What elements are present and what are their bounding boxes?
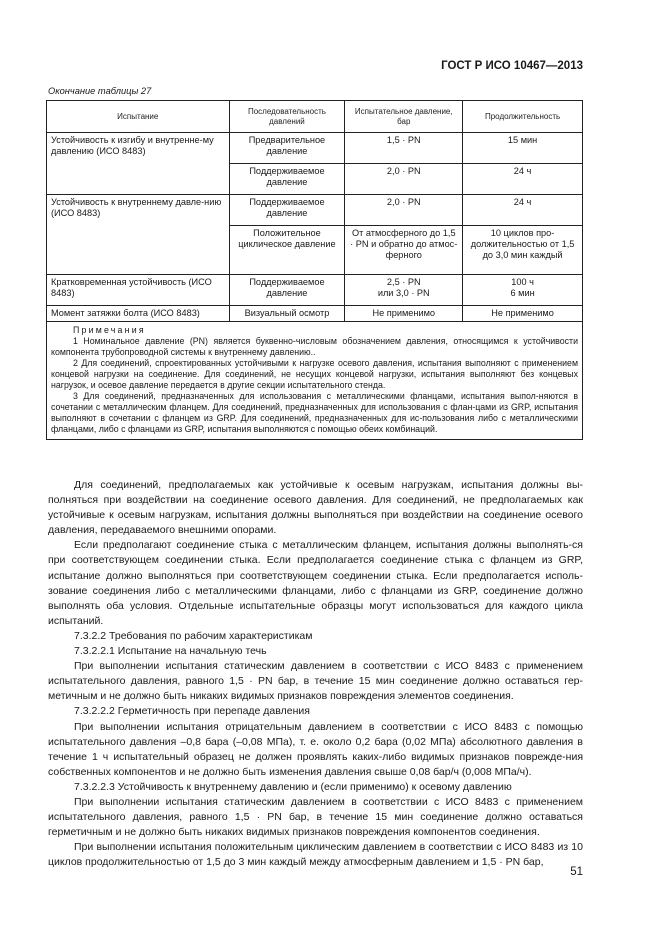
column-header-pressure: Испытательное давление, бар [345,101,463,133]
duration-cell: 10 циклов про-должительностью от 1,5 до 3,0 мин каждый [463,226,583,275]
subsection-heading: 7.3.2.2.3 Устойчивость к внутреннему давлению и (если применимо) к осевому давлению [74,780,512,793]
sequence-cell: Предварительное давление [229,133,345,164]
table-notes [47,322,583,440]
paragraph: Если предполагают соединение стыка с металлическим фланцем, испытания должны выполнять-ся при соответствующем соединении стыка. Если предполагается соединение стыка с фланцем из GRP, испытание должно выполняться при соответствующем соединении стыка. Если предполагается исполь-зование соединения либо с металлическими фланцами, либо с фланцами из GRP, соединение должно выполнять оба условия. Отдельные испытательные образцы могут использоваться для каждого цикла испытаний. [48,539,583,627]
note-3: 3 Для соединений, предназначенных для использования с металлическими фланцами, испытания выпол-няются в сочетании с металлическим фланцем. Для соединений, предназначенных для использования с флан-цами из GRP, испытания выполняют в сочетании с фланцем из GRP. Для соединений, предназначенных для ис-пользования либо с металлическими фланцами, либо с фланцами из GRP, испытания выполняются с помощью обеих комбинаций. [51,391,578,434]
test-name-cell: Устойчивость к изгибу и внутренне-му давлению (ИСО 8483) [47,133,230,195]
paragraph: Для соединений, предполагаемых как устойчивые к осевым нагрузкам, испытания должны вы-полняться при воздействии на соединение осевого давления. Для соединений, не предполагаемых как устойчивые к осевым нагрузкам, испытания должны выполняться при воздействии на соединение осевого давления, передаваемого внешними опорами. [48,479,583,537]
section-heading: 7.3.2.2 Требования по рабочим характеристикам [74,629,313,642]
page-number: 51 [570,866,583,878]
paragraph: При выполнении испытания статическим давлением в соответствии с ИСО 8483 с применением испытательного давления, равного 1,5 · PN бар, в течение 15 мин соединение должно оставаться гер-метичным и не должно быть никаких видимых признаков повреждения элементов соединения. [48,660,583,703]
duration-value-2: 6 мин [510,288,535,298]
column-header-sequence: Последовательность давлений [229,101,345,133]
duration-value-1: 100 ч [511,277,534,287]
pressure-cell [345,275,463,306]
duration-cell: 24 ч [463,195,583,226]
table-row [47,306,583,322]
pressure-cell: 2,0 · PN [345,164,463,195]
pressure-value-2: или 3,0 · PN [377,288,430,298]
pressure-cell: 2,0 · PN [345,195,463,226]
sequence-cell: Положительное циклическое давление [229,226,345,275]
sequence-cell: Визуальный осмотр [229,306,345,322]
sequence-cell: Поддерживаемое давление [229,275,345,306]
note-2: 2 Для соединений, спроектированных устойчивыми к нагрузке осевого давления, испытания выполняют с применением концевой нагрузки на соединение. Для соединений, не несущих концевой нагрузки, испытания выполняют без концевых нагрузок, и осевое давление передается в другие секции испытательного стенда. [51,358,578,390]
table-header-row [47,101,583,133]
paragraph: При выполнении испытания положительным циклическим давлением в соответствии с ИСО 8483 из 10 циклов продолжительностью от 1,5 до 3 мин каждый между атмосферным давлением и 1,5 · PN бар, [48,841,583,869]
sequence-cell: Поддерживаемое давление [229,195,345,226]
duration-cell [463,275,583,306]
pressure-value-1: 2,5 · PN [386,277,421,287]
test-name-cell: Кратковременная устойчивость (ИСО 8483) [47,275,230,306]
test-name-cell: Момент затяжки болта (ИСО 8483) [47,306,230,322]
notes-heading: Примечания [73,325,146,335]
paragraph: При выполнении испытания статическим давлением в соответствии с ИСО 8483 с применением испытательного давления, равного 1,5 · PN бар, в течение 15 мин соединение должно оставаться герметичным и не должно быть никаких видимых признаков повреждения компонентов соединения. [48,795,583,839]
table-row [47,275,583,306]
column-header-duration: Продолжительность [463,101,583,133]
table-27 [46,100,583,440]
sequence-cell: Поддерживаемое давление [229,164,345,195]
table-row [47,195,583,226]
duration-cell: 24 ч [463,164,583,195]
subsection-heading: 7.3.2.2.2 Герметичность при перепаде давления [74,705,310,718]
pressure-cell: Не применимо [345,306,463,322]
note-1: 1 Номинальное давление (PN) является буквенно-числовым обозначением давления, относящимся к устойчивости компонента трубопроводной системы к внутреннему давлению.. [51,336,578,357]
table-row [47,133,583,164]
test-name-cell: Устойчивость к внутреннему давле-нию (ИСО 8483) [47,195,230,275]
subsection-heading: 7.3.2.2.1 Испытание на начальную течь [74,645,267,658]
table-notes-row [47,322,583,440]
pressure-cell: 1,5 · PN [345,133,463,164]
duration-cell: 15 мин [463,133,583,164]
paragraph: При выполнении испытания отрицательным давлением в соответствии с ИСО 8483 с помощью испытательного давления –0,8 бара (–0,08 МПа), т. е. около 0,2 бара (0,02 МПа) абсолютного давления в течение 1 ч испытательный образец не должен проявлять каких-либо видимых признаков поврежде-ния собственных компонентов и не должно быть изменения давления свыше 0,08 бар/ч (0,008 МПа/ч). [48,720,583,778]
pressure-cell: От атмосферного до 1,5 · PN и обратно до атмос-ферного [345,226,463,275]
duration-cell: Не применимо [463,306,583,322]
body-text [48,478,583,870]
standard-designation: ГОСТ Р ИСО 10467—2013 [441,60,583,72]
table-caption: Окончание таблицы 27 [48,86,152,96]
column-header-test: Испытание [47,101,230,133]
